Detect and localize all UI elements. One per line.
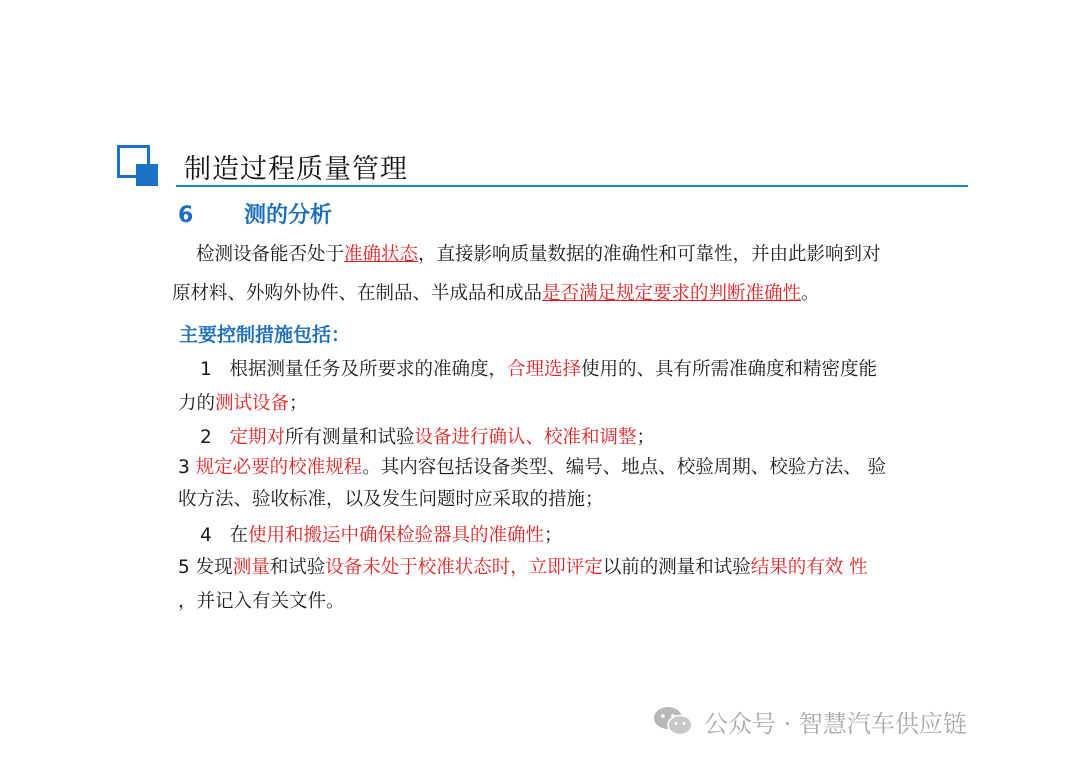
measure-item-3-cont: [178, 487, 604, 513]
intro-text: ，直接影响质量数据的准确性和可靠性，并由此影响到对: [418, 244, 881, 265]
intro-text: 。: [801, 283, 820, 304]
item-highlight: 定期对: [229, 427, 285, 448]
section-heading: [178, 198, 332, 229]
item-number: 1: [200, 359, 212, 380]
item-number: 2: [200, 427, 212, 448]
item-highlight: 测量: [232, 557, 270, 578]
item-text: 收方法、验收标准，以及发生问题时应采取的措施；: [178, 489, 604, 510]
section-number: 6: [178, 203, 194, 228]
intro-highlight: 准确状态: [344, 244, 419, 265]
item-text: 所有测量和试验: [284, 427, 415, 448]
item-text: ；: [543, 525, 563, 546]
item-highlight: 测试设备: [215, 393, 290, 414]
intro-text: 原材料、外购外协件、在制品、半成品和成品: [172, 283, 543, 304]
measure-item-4: [200, 523, 562, 549]
item-text: 发现: [195, 557, 233, 578]
measures-heading: 主要控制措施包括：: [179, 324, 351, 346]
logo-inner-square: [136, 164, 158, 186]
title-logo-mark: [117, 145, 158, 186]
item-text: 力的: [178, 393, 216, 414]
item-number: 5: [178, 557, 190, 578]
page-title: 制造过程质量管理: [184, 154, 408, 185]
measure-item-5: [178, 555, 868, 581]
measure-item-1: [200, 357, 877, 383]
item-highlight: 结果的有效 性: [750, 557, 868, 578]
intro-text: 检测设备能否处于: [196, 244, 345, 265]
intro-highlight: 是否满足规定要求的判断准确性: [542, 283, 802, 304]
item-highlight: 设备未处于校准状态时，立即评定: [325, 557, 603, 578]
watermark: [652, 703, 967, 739]
item-number: 4: [200, 525, 212, 546]
item-text: ，并记入有关文件。: [178, 591, 345, 612]
item-highlight: 设备进行确认、校准和调整: [414, 427, 637, 448]
item-highlight: 使用和搬运中确保检验器具的准确性: [247, 525, 544, 546]
item-text: 在: [229, 525, 248, 546]
item-highlight: 规定必要的校准规程: [195, 457, 363, 478]
item-text: ；: [636, 427, 655, 448]
item-text: 使用的、具有所需准确度和精密度能: [580, 359, 877, 380]
item-text: 。其内容包括设备类型、编号、地点、校验周期、校验方法、 验: [362, 457, 887, 478]
measure-item-1-cont: [178, 391, 308, 417]
intro-line-1: [196, 242, 881, 268]
title-divider: [176, 185, 968, 187]
item-text: 和试验: [269, 557, 326, 578]
measure-item-5-cont: [178, 589, 345, 615]
watermark-text: 公众号 · 智慧汽车供应链: [704, 709, 967, 738]
item-text: ；: [289, 393, 308, 414]
intro-line-2: [172, 281, 820, 307]
item-number: 3: [178, 457, 190, 478]
item-text: 以前的测量和试验: [602, 557, 751, 578]
item-text: 根据测量任务及所要求的准确度，: [229, 359, 507, 380]
measure-item-3: [178, 455, 886, 481]
section-title: 测的分析: [244, 203, 333, 228]
measure-item-2: [200, 425, 655, 451]
wechat-icon: [652, 705, 694, 737]
item-highlight: 合理选择: [506, 359, 581, 380]
